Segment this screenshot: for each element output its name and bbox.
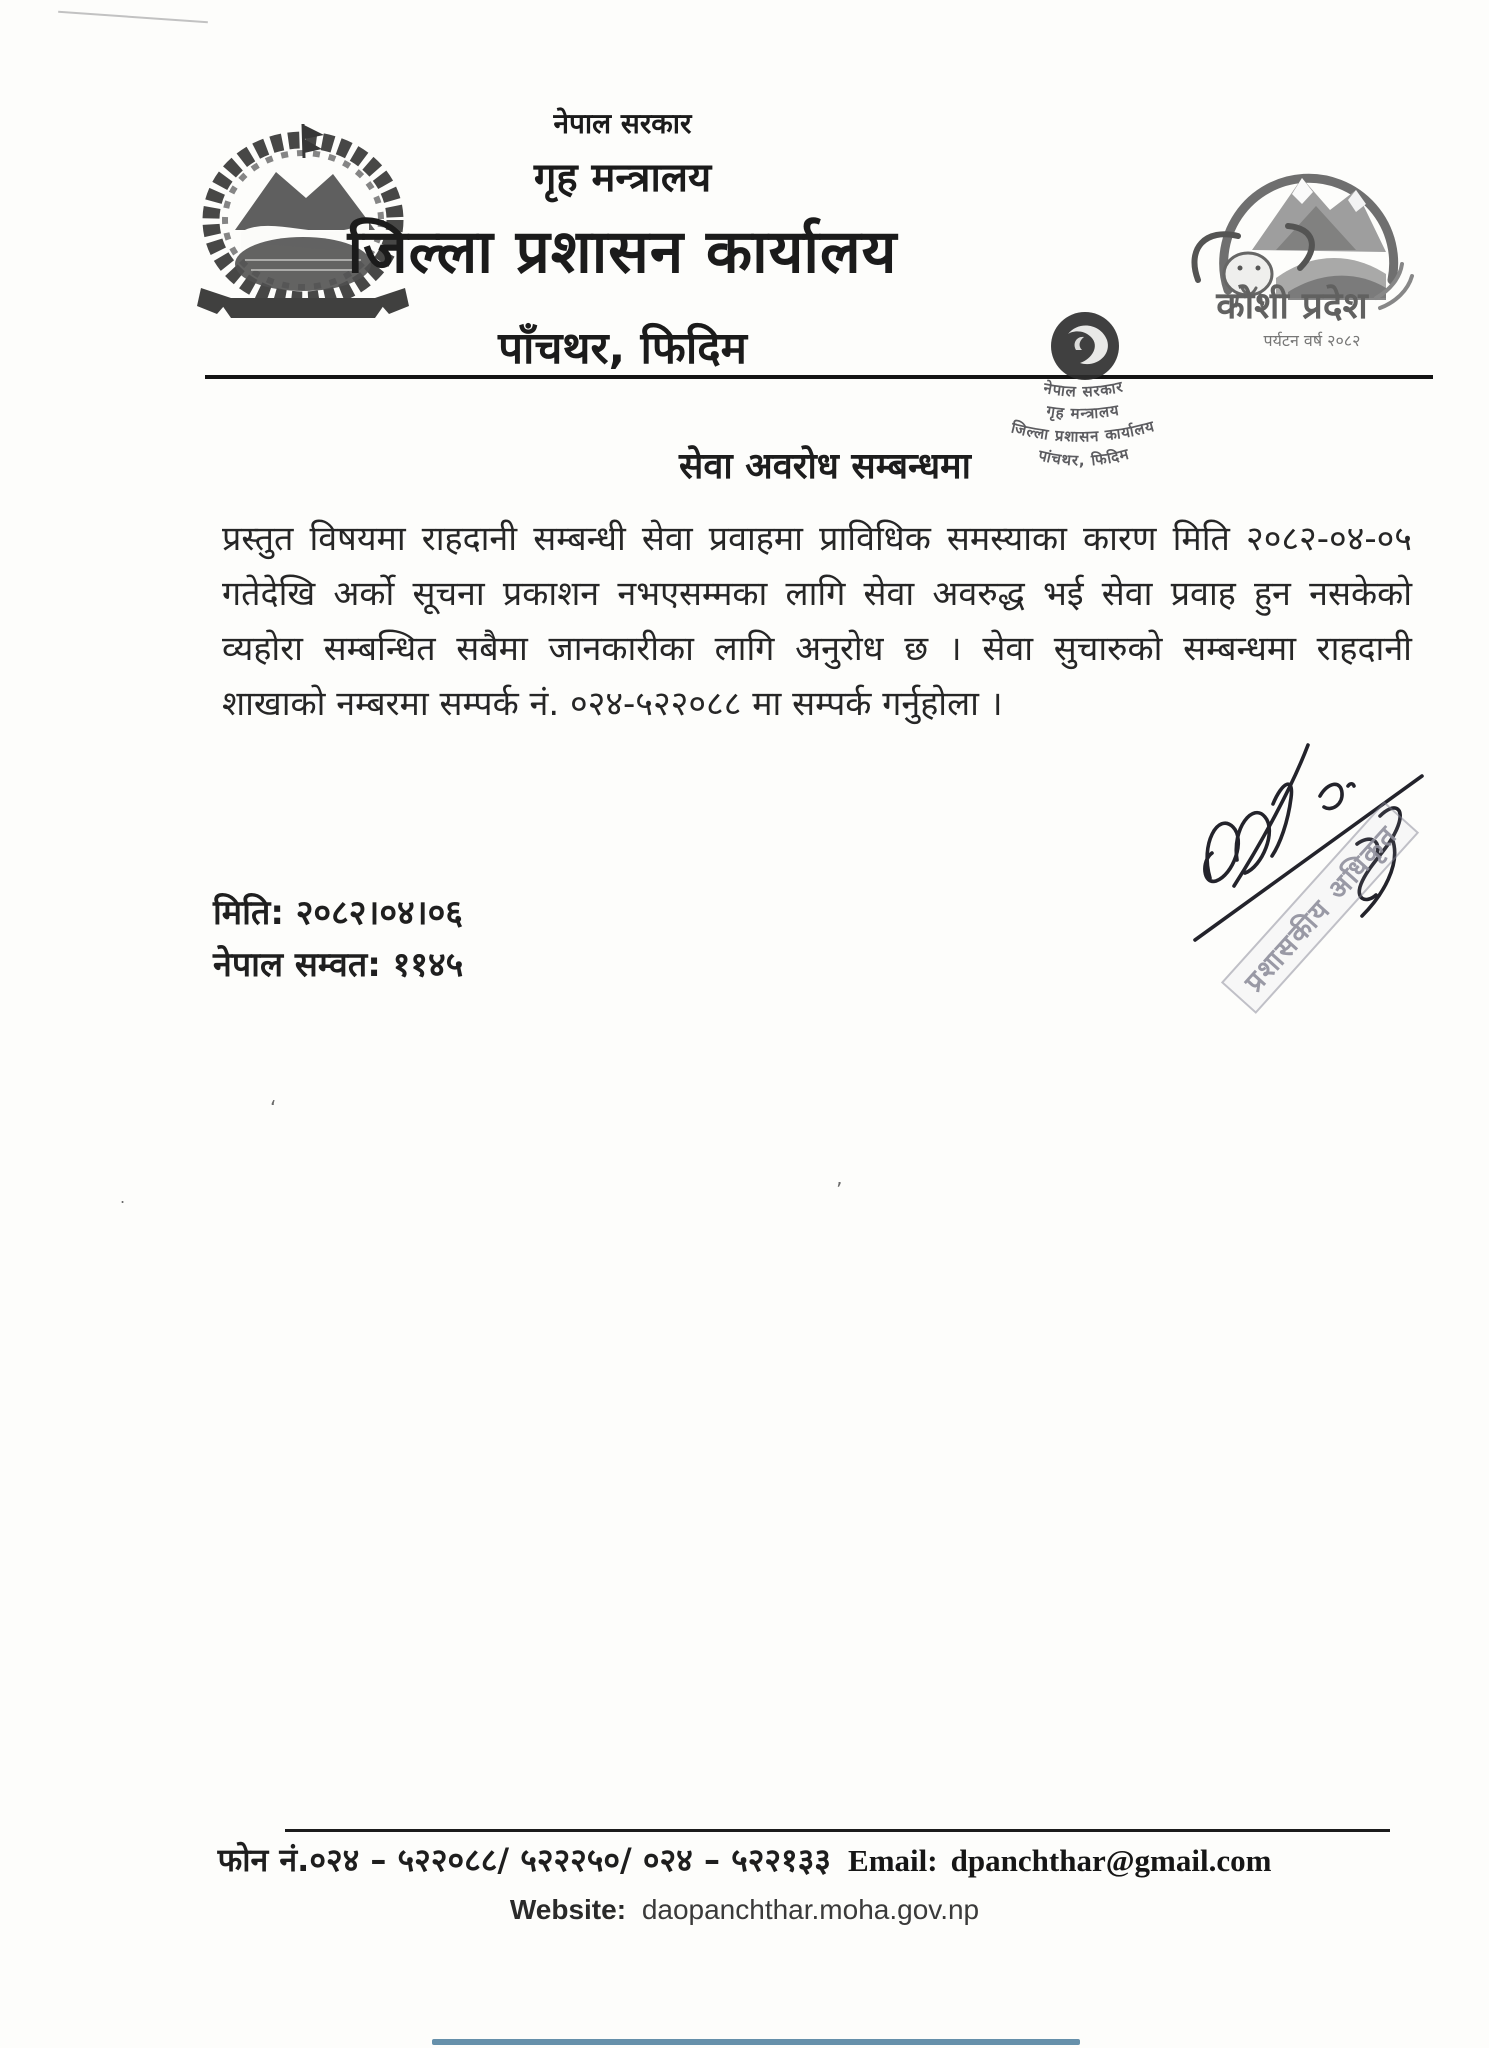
footer-contact-line xyxy=(0,1838,1489,1881)
email-address: dpanchthar@gmail.com xyxy=(950,1843,1272,1878)
website-url: daopanchthar.moha.gov.np xyxy=(641,1894,980,1925)
stamp-text-government: नेपाल सरकार xyxy=(1042,377,1126,401)
phone-numbers: फोन नं.०२४ – ५२२०८८/ ५२२२५०/ ०२४ – ५२२१३३ xyxy=(217,1841,831,1879)
subject-line: सेवा अवरोध सम्बन्धमा xyxy=(678,446,971,487)
email-label: Email: xyxy=(848,1843,938,1878)
government-name: नेपाल सरकार xyxy=(553,107,692,140)
letter-date: मिति: २०८२।०४।०६ xyxy=(213,893,463,933)
scan-speck: ‘ xyxy=(270,1096,277,1120)
stamp-text-location: पांचथर, फिदिम xyxy=(1036,444,1132,470)
letter-body-paragraph: प्रस्तुत विषयमा राहदानी सम्बन्धी सेवा प्रवाहमा प्राविधिक समस्याका कारण मिति २०८२-०४-०५ गतेदेखि अर्को सूचना प्रकाशन नभएसम्मका लागि सेवा अवरुद्ध भई सेवा प्रवाह हुन नसकेको व्यहोरा सम्बन्धित सबैमा जानकारीका लागि अनुरोध छ । सेवा सुचारुको सम्बन्धमा राहदानी शाखाको नम्बरमा सम्पर्क नं. ०२४-५२२०८८ मा सम्पर्क गर्नुहोला । xyxy=(222,519,1412,724)
koshi-pradesh-logo xyxy=(1180,148,1425,373)
website-label: Website: xyxy=(509,1894,627,1925)
svg-text:नेपाल सरकार xyxy=(1041,377,1125,400)
stamp-text-ministry: गृह मन्त्रालय xyxy=(1045,400,1121,423)
koshi-pradesh-label: कोशी प्रदेश xyxy=(1216,284,1368,327)
scan-speck: ’ xyxy=(836,1178,843,1202)
koshi-tourism-year-label: पर्यटन वर्ष २०८२ xyxy=(1263,331,1361,350)
svg-text:गृह मन्त्रालय xyxy=(1044,401,1121,423)
footer-divider xyxy=(285,1829,1390,1832)
scan-speck: . xyxy=(120,1188,126,1207)
officer-designation-stamp: प्रशासकीय अधिकृत xyxy=(1221,801,1419,1014)
scan-artifact-strip xyxy=(432,2039,1080,2045)
office-name: जिल्ला प्रशासन कार्यालय xyxy=(347,217,898,287)
footer-website-line xyxy=(0,1894,1489,1926)
scan-artifact-line xyxy=(58,11,208,23)
nepal-sambat-date: नेपाल सम्वत: ११४५ xyxy=(213,945,464,985)
office-location: पाँचथर, फिदिम xyxy=(498,323,747,374)
stamp-text-office: जिल्ला प्रशासन कार्यालय xyxy=(1009,416,1157,446)
ministry-name: गृह मन्त्रालय xyxy=(533,155,712,201)
header-divider xyxy=(205,375,1433,379)
